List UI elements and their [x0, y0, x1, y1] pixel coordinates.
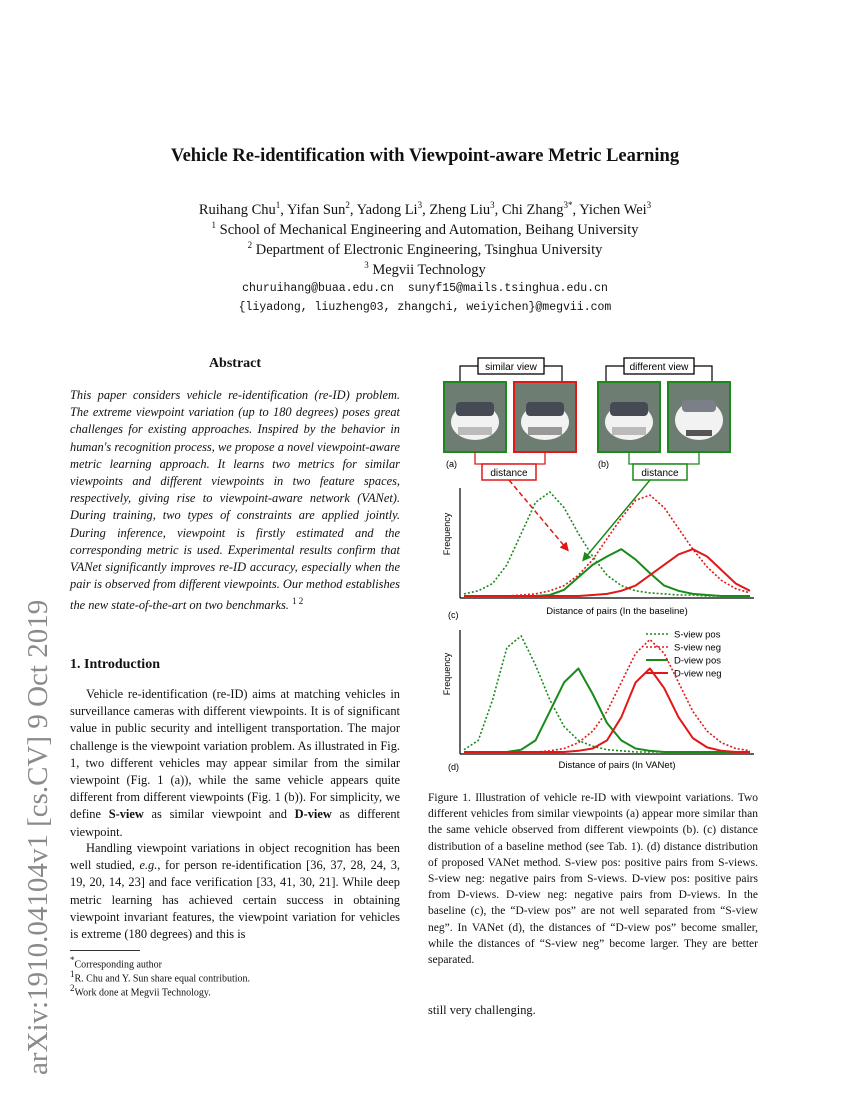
- figure-1-caption: Figure 1. Illustration of vehicle re-ID with viewpoint variations. Two different vehicles from similar viewpoints (a) appear more similar than the same vehicle observed from different viewpoints (b). (c) distance distribution of a baseline method (see Tab. 1). (d) distance distribution of proposed VANet method. S-view pos: positive pairs from S-views. S-view neg: negative pairs from S-views. D-view pos: positive pairs from D-views. D-view neg: negative pairs from D-views. In the baseline (c), the “D-view pos” are not well separated from “S-view neg”. In VANet (d), the distances of “D-view pos” become smaller, while the distances of “S-view neg” become larger. They are better separated.: [428, 792, 758, 967]
- panel-d-label: (d): [448, 762, 459, 772]
- car-photo-b2: [668, 382, 730, 452]
- legend-label: D-view neg: [674, 668, 722, 680]
- chart-c-series-s-view-neg: [464, 495, 750, 596]
- arxiv-stamp: [5, 300, 57, 1075]
- right-column-text: still very challenging.: [428, 1003, 536, 1017]
- author-affiliation-mark: 3: [646, 200, 652, 210]
- author-affiliation-mark: 3: [490, 200, 495, 210]
- author-affiliation-mark: 2: [345, 200, 350, 210]
- affiliation-2: $^2$ Department of Electronic Engineering, Tsinghua University: [247, 240, 603, 258]
- intro-paragraph-2: Handling viewpoint variations in object recognition has been well studied, e.g., for person re-identification [36, 37, 28, 24, 3, 19, 20, 14, 23] and face verification [33, 41, 30, 21]. While deep metric learning has achieved certain success in obtaining viewpoint invariant features, the viewpoint variation for vehicles is extreme (180 degrees) and this is: [70, 841, 401, 942]
- intro-heading: 1. Introduction: [70, 657, 160, 672]
- arxiv-stamp-text: arXiv:1910.04104v1 [cs.CV] 9 Oct 2019: [22, 599, 54, 1075]
- chart-d-legend: [646, 630, 722, 680]
- chart-c-xlabel: Distance of pairs (In the baseline): [546, 606, 688, 617]
- footnote-2: $^1$R. Chu and Y. Sun share equal contribution.: [70, 969, 251, 985]
- footnote-rule: [70, 950, 140, 951]
- author-name: Chi Zhang: [501, 201, 564, 218]
- chart-c-ylabel: Frequency: [442, 512, 452, 556]
- author-affiliation-mark: 3*: [563, 200, 573, 210]
- similar-view-label: similar view: [485, 362, 537, 373]
- distance-a-arrow: [509, 480, 566, 548]
- figure-1: [420, 352, 770, 772]
- distance-a-bracket: [475, 452, 545, 464]
- chart-c: [442, 488, 754, 620]
- panel-c-label: (c): [448, 610, 459, 620]
- author-name: Yichen Wei: [579, 201, 647, 218]
- footnote-1: *Corresponding author: [70, 955, 162, 971]
- author-name: Yifan Sun: [286, 201, 346, 218]
- chart-d-xlabel: Distance of pairs (In VANet): [558, 760, 676, 771]
- affiliation-1: $^1$ School of Mechanical Engineering and Automation, Beihang University: [211, 220, 639, 238]
- chart-d-series-d-view-neg: [464, 669, 750, 753]
- legend-label: S-view neg: [674, 642, 721, 654]
- author-name: Yadong Li: [356, 201, 418, 218]
- distance-a-label: distance: [490, 468, 528, 479]
- distance-b-label: distance: [641, 468, 679, 479]
- author-affiliation-mark: 1: [275, 200, 281, 210]
- car-photo-a1: [444, 382, 506, 452]
- car-photo-b1: [598, 382, 660, 452]
- affiliation-3: $^3$ Megvii Technology: [364, 260, 486, 278]
- distance-b-arrow: [585, 480, 650, 558]
- email-line-1: churuihang@buaa.edu.cn sunyf15@mails.tsinghua.edu.cn: [242, 282, 608, 295]
- paper-title: Vehicle Re-identification with Viewpoint-aware Metric Learning: [170, 146, 680, 166]
- legend-label: D-view pos: [674, 655, 721, 667]
- author-name: Zheng Liu: [429, 201, 491, 218]
- abstract-heading: Abstract: [208, 356, 262, 371]
- author-name: Ruihang Chu: [198, 201, 276, 218]
- panel-a-label: (a): [446, 459, 457, 469]
- distance-b-bracket: [629, 452, 699, 464]
- intro-paragraph-1: Vehicle re-identification (re-ID) aims at matching vehicles in surveillance cameras with different viewpoints. It is of significant value in public security and intelligent transportation. The major challenge is the viewpoint variation problem. As illustrated in Fig. 1, two different vehicles may appear similar from the similar viewpoint (Fig. 1 (a)), while the same vehicle appears quite different from different viewpoints (Fig. 1 (b)). For simplicity, we define S-view as similar viewpoint and D-view as different viewpoint.: [70, 687, 401, 839]
- email-line-2: {liyadong, liuzheng03, zhangchi, weiyichen}@megvii.com: [238, 301, 612, 314]
- legend-label: S-view pos: [674, 629, 721, 641]
- chart-d: [442, 630, 754, 773]
- panel-b-label: (b): [598, 459, 609, 469]
- different-view-label: different view: [629, 362, 689, 373]
- car-photo-a2: [514, 382, 576, 452]
- chart-d-ylabel: Frequency: [442, 652, 452, 696]
- author-list: Ruihang Chu$^1$, Yifan Sun$^2$, Yadong Li$^3$, Zheng Liu$^3$, Chi Zhang$^{3*}$, Yichen Wei$^3$: [198, 200, 652, 218]
- abstract-body: This paper considers vehicle re-identification (re-ID) problem. The extreme viewpoint variation (up to 180 degrees) poses great challenges for existing approaches. Inspired by the behavior in human's recognition process, we propose a novel viewpoint-aware metric learning approach. It learns two metrics for similar viewpoints and different viewpoints in two feature spaces, respectively, giving rise to viewpoint-aware network (VANet). During training, two types of constraints are applied jointly. During inference, viewpoint is firstly estimated and the corresponding metric is used. Experimental results confirm that VANet significantly improves re-ID accuracy, especially when the pair is observed from different viewpoints. Our method establishes the new state-of-the-art on two benchmarks. $^{1 2}$: [70, 388, 400, 613]
- author-affiliation-mark: 3: [417, 200, 423, 210]
- chart-c-series-s-view-pos: [464, 492, 750, 596]
- footnote-3: $^2$Work done at Megvii Technology.: [70, 983, 211, 999]
